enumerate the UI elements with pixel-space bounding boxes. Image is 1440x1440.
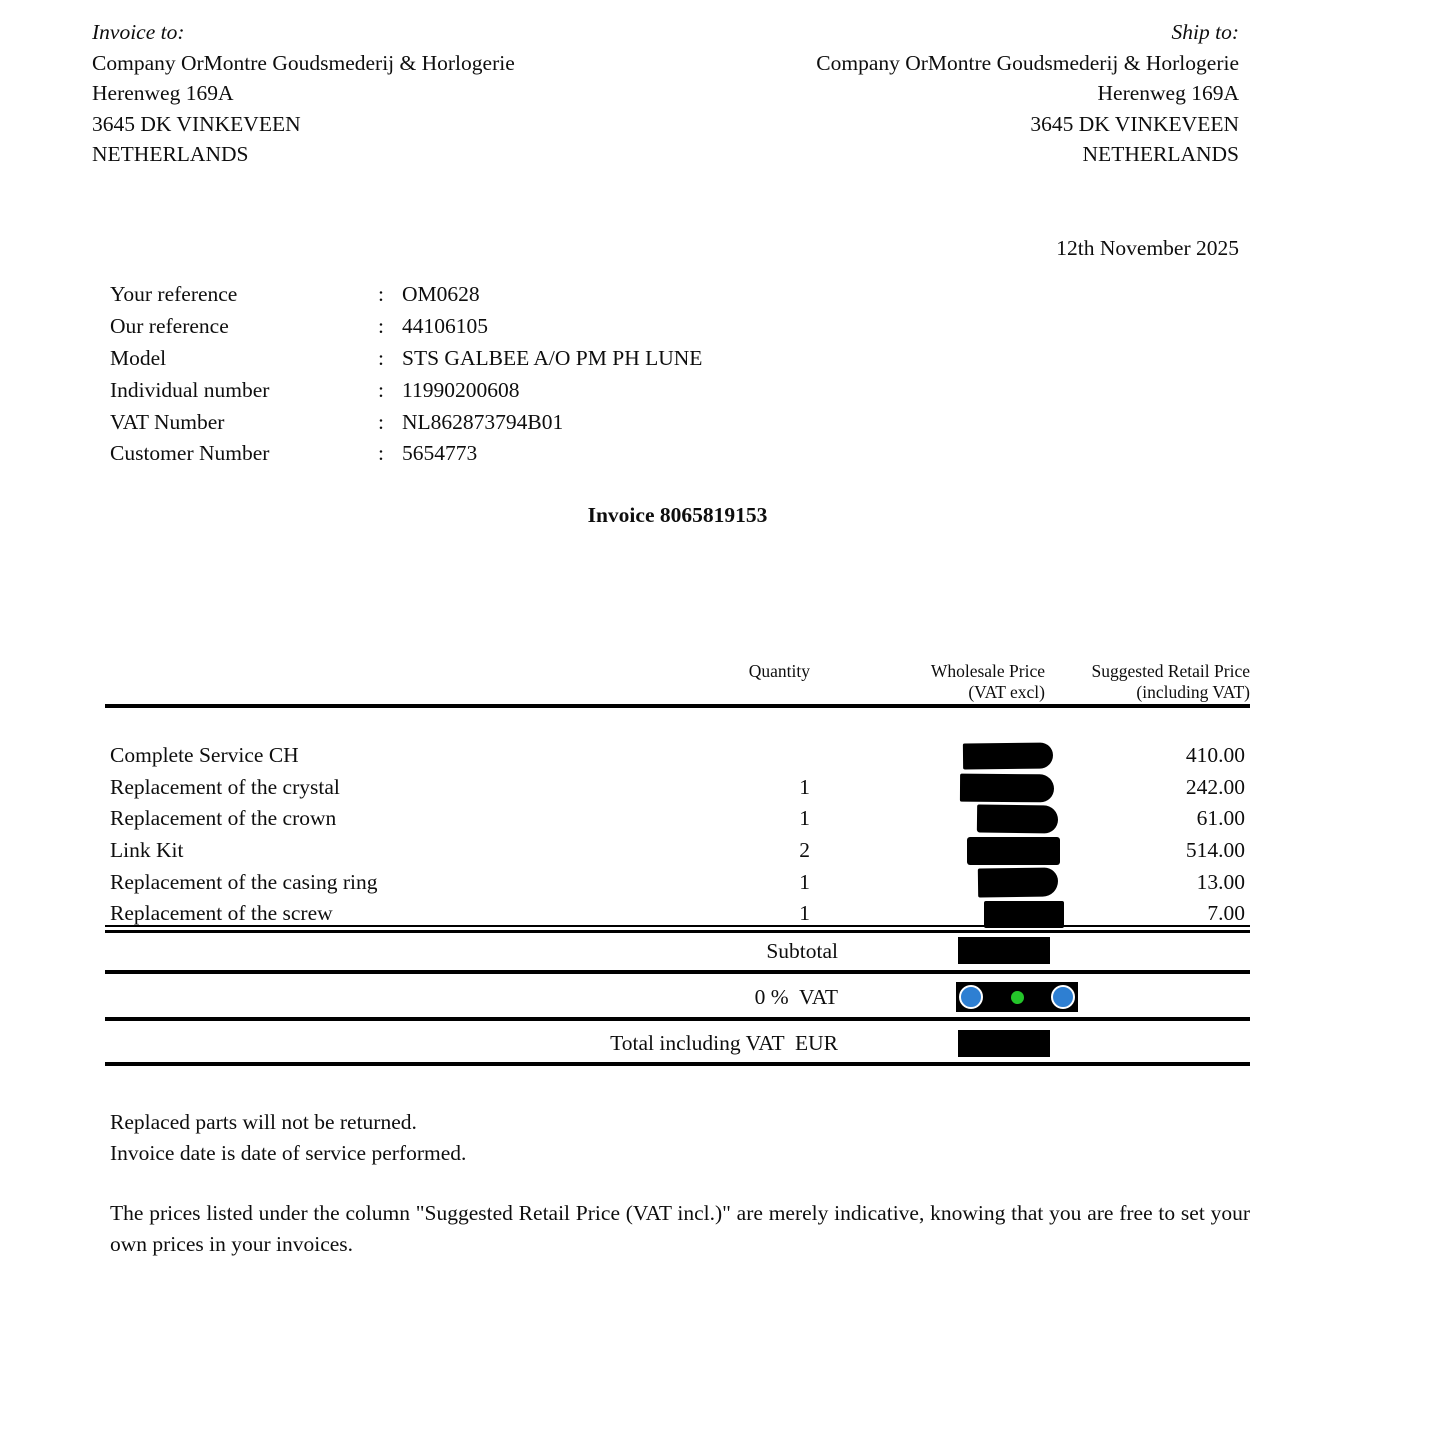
invoice-date: 12th November 2025 (1056, 236, 1239, 260)
footer-notes (110, 1107, 466, 1168)
item-retail-price: 410.00 (1185, 743, 1245, 768)
subtotal-label: Subtotal (766, 939, 838, 963)
reference-block (110, 279, 702, 470)
redaction-bar (977, 805, 1058, 834)
note-line: Replaced parts will not be returned. (110, 1110, 417, 1134)
ship-to-street: Herenweg 169A (1097, 81, 1239, 105)
reference-value: NL862873794B01 (402, 409, 564, 434)
subtotal-value-redaction (958, 937, 1050, 964)
reference-colon: : (378, 282, 384, 307)
reference-row (110, 311, 702, 343)
item-description: Replacement of the crown (110, 806, 337, 831)
reference-label: Customer Number (110, 441, 270, 466)
column-header-retail-line1: Suggested Retail Price (1091, 661, 1250, 681)
reference-row (110, 438, 702, 470)
item-description: Replacement of the screw (110, 901, 333, 926)
item-wholesale-cell (810, 772, 1055, 804)
table-row (105, 803, 1250, 835)
page-title: Invoice 8065819153 (587, 503, 768, 527)
item-quantity: 1 (799, 901, 810, 926)
invoice-to-company: Company OrMontre Goudsmederij & Horlogerie (92, 50, 515, 75)
reference-label: Your reference (110, 282, 238, 307)
reference-value: STS GALBEE A/O PM PH LUNE (402, 345, 703, 370)
redaction-bar (963, 743, 1053, 770)
reference-row (110, 374, 702, 406)
reference-row (110, 279, 702, 311)
table-header-rule (105, 704, 1250, 708)
reference-value: 44106105 (402, 314, 488, 339)
reference-label: Our reference (110, 314, 229, 339)
item-description: Complete Service CH (110, 743, 299, 768)
invoice-to-label: Invoice to: (92, 20, 185, 44)
vat-label: 0 % VAT (754, 985, 838, 1009)
item-wholesale-cell (810, 835, 1055, 867)
green-dot-sticker-icon (1011, 991, 1024, 1004)
item-quantity: 1 (799, 774, 810, 799)
column-header-retail-line2: (including VAT) (1136, 681, 1250, 702)
reference-label: Individual number (110, 377, 270, 402)
total-label: Total including VAT EUR (610, 1031, 838, 1055)
reference-colon: : (378, 377, 384, 402)
subtotal-rule (105, 970, 1250, 974)
vat-value-sticker-redaction (956, 982, 1078, 1012)
item-retail-price: 61.00 (1196, 806, 1245, 831)
redaction-bar (978, 868, 1058, 898)
total-value-redaction (958, 1030, 1050, 1057)
reference-value: 11990200608 (402, 377, 520, 402)
column-header-wholesale-line2: (VAT excl) (968, 681, 1045, 702)
line-items (105, 740, 1250, 930)
item-quantity: 1 (799, 806, 810, 831)
reference-colon: : (378, 441, 384, 466)
reference-row (110, 343, 702, 375)
invoice-to-street: Herenweg 169A (92, 81, 234, 105)
note-line: Invoice date is date of service performed. (110, 1140, 467, 1165)
vat-rule (105, 1017, 1250, 1021)
invoice-to-block (92, 17, 515, 170)
table-row (105, 772, 1250, 804)
table-bottom-rule (105, 1062, 1250, 1066)
item-wholesale-cell (810, 866, 1055, 898)
redaction-bar (967, 837, 1060, 865)
reference-label: VAT Number (110, 409, 225, 434)
redaction-bar (984, 901, 1064, 928)
column-header-wholesale-line1: Wholesale Price (930, 661, 1045, 681)
reference-row (110, 406, 702, 438)
ship-to-label: Ship to: (1171, 20, 1239, 44)
item-description: Link Kit (110, 838, 184, 863)
items-bottom-rule (105, 925, 1250, 933)
invoice-to-country: NETHERLANDS (92, 142, 249, 166)
ship-to-city: 3645 DK VINKEVEEN (1030, 111, 1239, 136)
reference-value: OM0628 (402, 282, 480, 307)
reference-colon: : (378, 345, 384, 370)
item-quantity: 2 (799, 838, 810, 863)
ship-to-country: NETHERLANDS (1082, 142, 1239, 166)
reference-colon: : (378, 409, 384, 434)
reference-colon: : (378, 314, 384, 339)
table-row (105, 740, 1250, 772)
reference-label: Model (110, 345, 167, 370)
item-quantity: 1 (799, 869, 810, 894)
ship-to-company: Company OrMontre Goudsmederij & Horlogerie (816, 50, 1239, 75)
blue-circle-sticker-icon (959, 985, 983, 1009)
column-header-retail-price (1000, 661, 1250, 702)
invoice-to-city: 3645 DK VINKEVEEN (92, 111, 301, 136)
item-wholesale-cell (810, 803, 1055, 835)
item-wholesale-cell (810, 740, 1055, 772)
item-retail-price: 514.00 (1185, 838, 1245, 863)
table-row (105, 866, 1250, 898)
table-row (105, 835, 1250, 867)
item-retail-price: 242.00 (1185, 774, 1245, 799)
column-header-quantity: Quantity (748, 661, 810, 681)
item-description: Replacement of the casing ring (110, 869, 378, 894)
blue-circle-sticker-icon (1051, 985, 1075, 1009)
price-disclaimer: The prices listed under the column "Suggested Retail Price (VAT incl.)" are merely indicative, knowing that you are free to set your own prices in your invoices. (110, 1201, 1250, 1256)
redaction-bar (960, 773, 1054, 802)
reference-value: 5654773 (402, 441, 478, 466)
item-description: Replacement of the crystal (110, 774, 340, 799)
item-retail-price: 13.00 (1196, 869, 1245, 894)
item-retail-price: 7.00 (1207, 901, 1245, 926)
ship-to-block (816, 17, 1239, 170)
